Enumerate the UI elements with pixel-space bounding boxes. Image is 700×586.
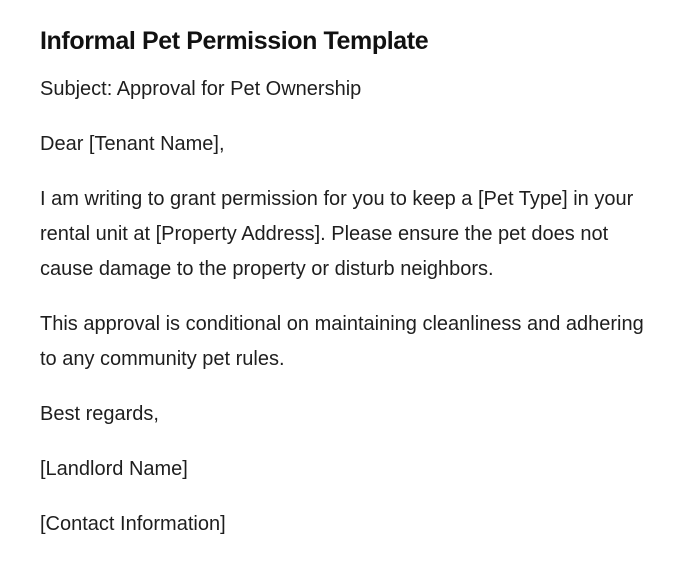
body-paragraph-1: I am writing to grant permission for you to keep a [Pet Type] in your rental unit at [Property Address]. Please ensure the pet does not cause damage to the property or disturb neighbors. <box>40 188 634 280</box>
body-paragraph-2: This approval is conditional on maintaining cleanliness and adhering to any community pet rules. <box>40 313 644 370</box>
subject-line: Subject: Approval for Pet Ownership <box>40 78 362 100</box>
signature-name: [Landlord Name] <box>40 458 188 480</box>
contact-info: [Contact Information] <box>40 513 226 535</box>
closing: Best regards, <box>40 403 159 425</box>
document-title: Informal Pet Permission Template <box>40 27 429 55</box>
salutation: Dear [Tenant Name], <box>40 133 225 155</box>
